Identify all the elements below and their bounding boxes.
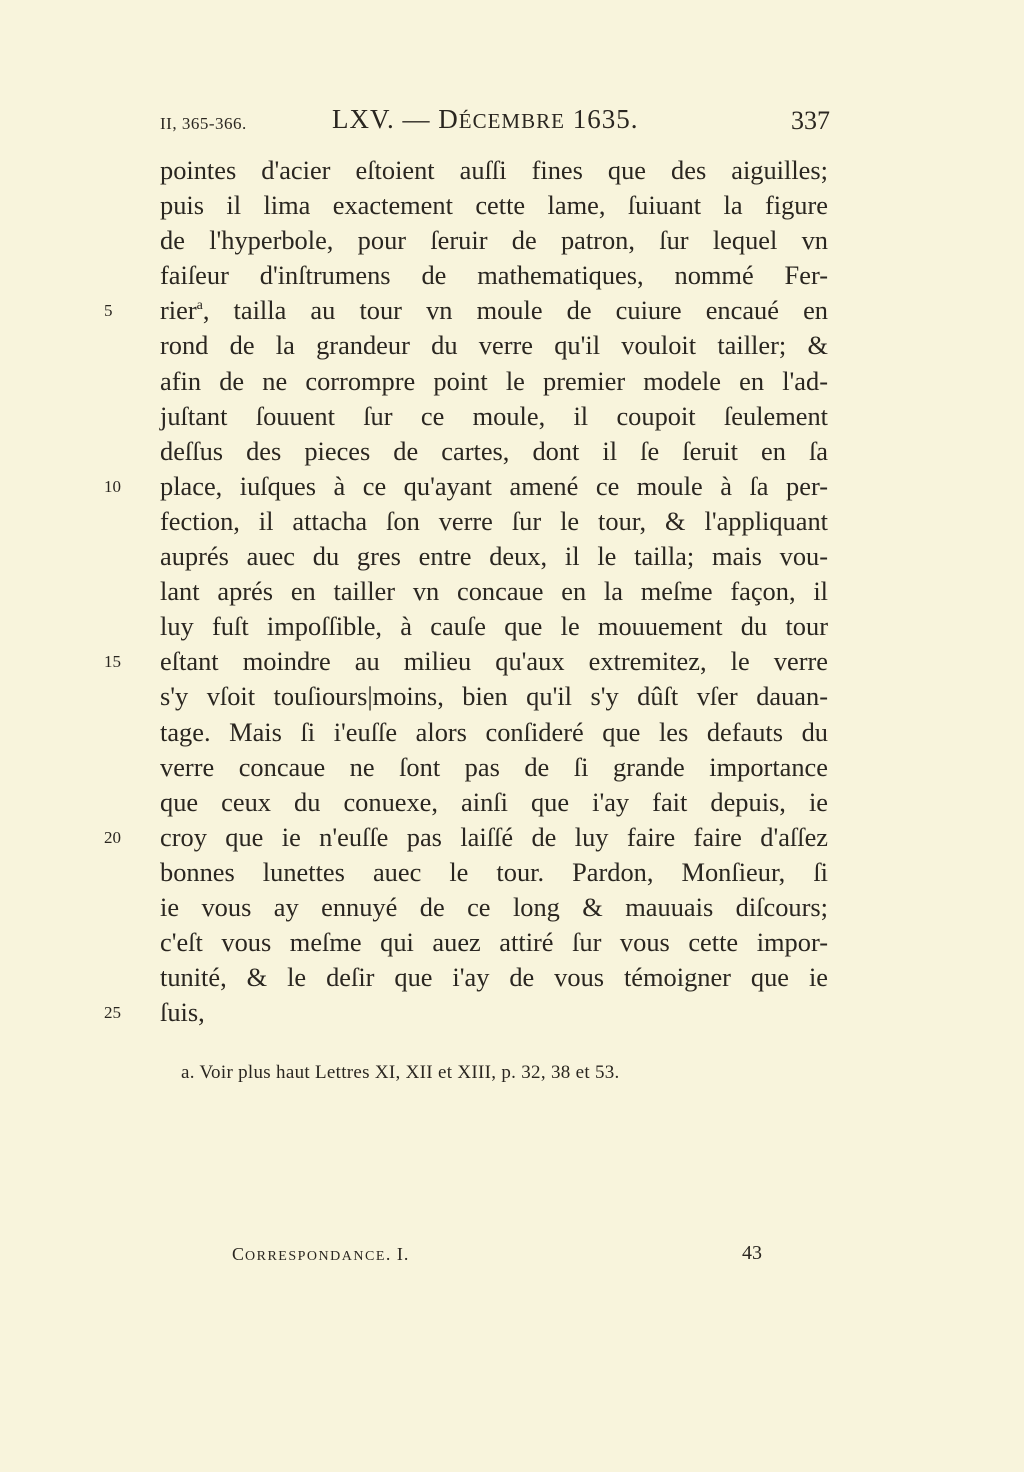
signature-suffix: . I. xyxy=(385,1244,410,1264)
footnote: a. Voir plus haut Lettres XI, XII et XIII, p. 32, 38 et 53. xyxy=(181,1062,620,1083)
line-text: verre concaue ne ſont pas de ſi grande importance xyxy=(160,751,828,782)
text-line xyxy=(160,258,828,293)
line-number: 10 xyxy=(104,476,121,496)
line-number: 25 xyxy=(104,1003,121,1023)
text-line xyxy=(160,609,828,644)
line-text: tunité, & le deſir que i'ay de vous témoigner que ie xyxy=(160,962,828,993)
line-text: ſuis, xyxy=(160,997,205,1028)
line-number: 5 xyxy=(104,301,113,321)
text-line xyxy=(160,855,828,890)
letter-heading-year: 1635. xyxy=(564,104,639,134)
line-text: afin de ne corrompre point le premier modele en l'ad- xyxy=(160,365,828,396)
letter-heading-roman: LXV. — D xyxy=(332,104,459,134)
page-footer xyxy=(232,1244,762,1272)
line-text: ie vous ay ennuyé de ce long & mauuais diſcours; xyxy=(160,891,828,922)
text-line xyxy=(104,644,828,679)
text-line xyxy=(160,328,828,363)
source-reference: II, 365-366. xyxy=(160,114,247,133)
line-text: auprés auec du gres entre deux, il le tailla; mais vou- xyxy=(160,541,828,572)
line-text: s'y vſoit touſiours|moins, bien qu'il s'y dûſt vſer dauan- xyxy=(160,681,828,712)
line-text: fection, il attacha ſon verre ſur le tour, & l'appliquant xyxy=(160,505,828,536)
letter-body xyxy=(104,153,828,1030)
line-text: bonnes lunettes auec le tour. Pardon, Monſieur, ſi xyxy=(160,856,828,887)
footnote-marker: a xyxy=(196,298,203,314)
text-line xyxy=(104,469,828,504)
line-number: 20 xyxy=(104,827,121,847)
text-line xyxy=(160,750,828,785)
text-line xyxy=(104,995,828,1030)
text-line xyxy=(160,679,828,714)
line-number: 15 xyxy=(104,652,121,672)
signature-smallcaps: ORRESPONDANCE xyxy=(245,1249,386,1264)
text-line xyxy=(104,820,828,855)
line-text: de l'hyperbole, pour ſeruir de patron, ſur lequel vn xyxy=(160,225,828,256)
text-line xyxy=(160,153,828,188)
text-line xyxy=(160,223,828,258)
line-text: rier xyxy=(160,295,197,326)
text-line xyxy=(160,925,828,960)
text-line xyxy=(160,785,828,820)
line-text: faiſeur d'inſtrumens de mathematiques, nommé Fer- xyxy=(160,260,828,291)
line-text: juſtant ſouuent ſur ce moule, il coupoit ſeulement xyxy=(160,400,828,431)
text-line xyxy=(160,434,828,469)
text-line xyxy=(160,960,828,995)
line-text: lant aprés en tailler vn concaue en la meſme façon, il xyxy=(160,576,828,607)
text-line xyxy=(160,364,828,399)
letter-heading-smallcaps: ÉCEMBRE xyxy=(458,109,565,133)
text-line xyxy=(160,574,828,609)
text-line xyxy=(160,539,828,574)
line-text: que ceux du conuexe, ainſi que i'ay fait depuis, ie xyxy=(160,786,828,817)
signature-initial: C xyxy=(232,1244,246,1264)
line-text: c'eſt vous meſme qui auez attiré ſur vous cette impor- xyxy=(160,927,828,958)
text-line xyxy=(160,715,828,750)
line-text: deſſus des pieces de cartes, dont il ſe ſeruit en ſa xyxy=(160,435,828,466)
text-line xyxy=(104,293,828,328)
signature-mark xyxy=(232,1244,409,1265)
sheet-number: 43 xyxy=(742,1242,762,1264)
text-line xyxy=(160,504,828,539)
text-line xyxy=(160,890,828,925)
line-text: eſtant moindre au milieu qu'aux extremitez, le verre xyxy=(160,646,828,677)
line-text-continued: , tailla au tour vn moule de cuiure encaué en xyxy=(202,295,828,326)
running-head xyxy=(160,104,830,144)
letter-heading xyxy=(332,104,638,135)
line-text: croy que ie n'euſſe pas laiſſé de luy faire faire d'aſſez xyxy=(160,821,828,852)
text-line xyxy=(160,399,828,434)
page-number: 337 xyxy=(791,106,830,135)
line-text: pointes d'acier eſtoient auſſi fines que des aiguilles; xyxy=(160,155,828,185)
line-text: puis il lima exactement cette lame, ſuiuant la figure xyxy=(160,190,828,221)
line-text: luy fuſt impoſſible, à cauſe que le mouuement du tour xyxy=(160,611,828,642)
line-text: tage. Mais ſi i'euſſe alors conſideré que les defauts du xyxy=(160,716,828,747)
line-text: place, iuſques à ce qu'ayant amené ce moule à ſa per- xyxy=(160,470,828,501)
text-line xyxy=(160,188,828,223)
line-text: rond de la grandeur du verre qu'il vouloit tailler; & xyxy=(160,330,828,361)
